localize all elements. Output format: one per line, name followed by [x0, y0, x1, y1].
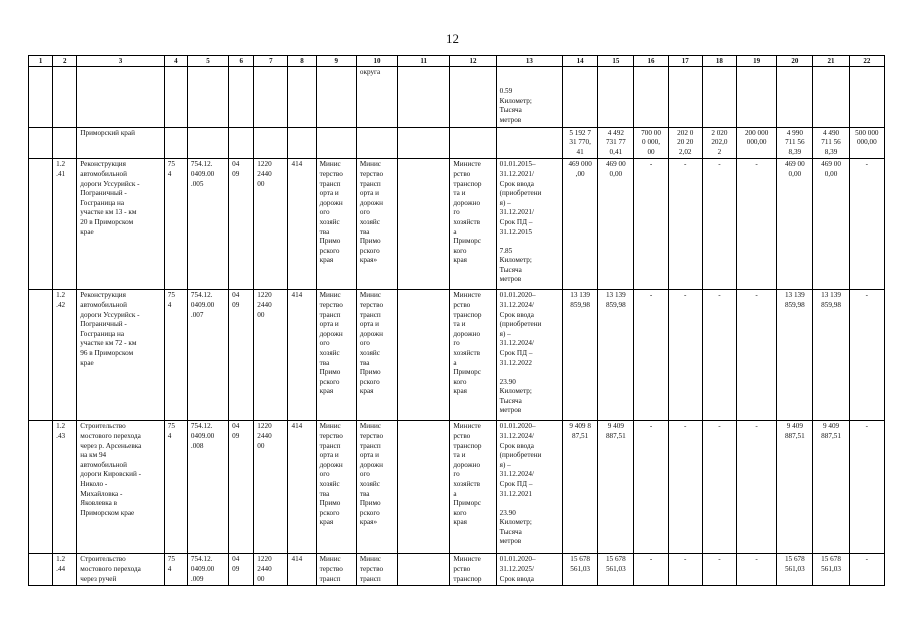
item-number: 1.2 .44	[53, 554, 77, 586]
amount-cell: 500 000 000,00	[849, 127, 884, 159]
amount-cell: 469 00 0,00	[813, 159, 849, 290]
column-number: 1	[29, 56, 53, 67]
amount-cell: 15 678 561,03	[813, 554, 849, 586]
amount-cell: 700 00 0 000, 00	[634, 127, 668, 159]
agency-cell: Министе рство транспор та и дорожно го хозяйств а Приморс кого края	[450, 421, 496, 554]
agency-cell: Минис терство трансп орта и дорожн ого хозяйс тва Примо рского края	[316, 290, 356, 421]
amount-cell: 15 678 561,03	[777, 554, 813, 586]
agency-cell: Министе рство транспор	[450, 554, 496, 586]
code-cell: 75 4	[164, 554, 187, 586]
code-cell: 04 09	[229, 554, 254, 586]
amount-cell: 15 678 561,03	[563, 554, 598, 586]
amount-cell: -	[634, 159, 668, 290]
amount-cell: -	[849, 159, 884, 290]
item-number: 1.2 .42	[53, 290, 77, 421]
amount-cell: -	[849, 290, 884, 421]
amount-cell: -	[737, 421, 777, 554]
period-capacity-text: 01.01.2020– 31.12.2024/ Срок ввода (приобретени я) – 31.12.2024/ Срок ПД – 31.12.2021 23.90 Километр; Тысяча метров	[496, 421, 562, 554]
amount-cell: -	[668, 290, 702, 421]
column-number: 9	[316, 56, 356, 67]
owner-text: округа	[356, 67, 397, 128]
column-number: 11	[398, 56, 450, 67]
code-cell: 75 4	[164, 421, 187, 554]
code-cell: 1220 2440 00	[254, 421, 288, 554]
amount-cell: 200 000 000,00	[737, 127, 777, 159]
empty-cell	[398, 421, 450, 554]
code-cell: 754.12. 0409.00 .005	[187, 159, 228, 290]
region-total-row	[29, 127, 885, 159]
agency-cell: Минис терство трансп орта и дорожн ого хозяйс тва Примо рского края»	[356, 421, 397, 554]
amount-cell: 2 020 202,0 2	[702, 127, 736, 159]
amount-cell: 9 409 887,51	[777, 421, 813, 554]
empty-cell	[398, 554, 450, 586]
amount-cell: -	[634, 421, 668, 554]
amount-cell: 9 409 887,51	[813, 421, 849, 554]
amount-cell: -	[668, 421, 702, 554]
table-row	[29, 159, 885, 290]
agency-cell: Минис терство трансп орта и дорожн ого хозяйс тва Примо рского края	[356, 290, 397, 421]
code-cell: 754.12. 0409.00 .008	[187, 421, 228, 554]
code-cell: 04 09	[229, 290, 254, 421]
amount-cell: 9 409 8 87,51	[563, 421, 598, 554]
code-cell: 414	[288, 290, 316, 421]
amount-cell: -	[849, 421, 884, 554]
column-number: 3	[77, 56, 165, 67]
table-row	[29, 421, 885, 554]
item-number: 1.2 .41	[53, 159, 77, 290]
object-name: Строительство мостового перехода через р. Арсеньевка на км 94 автомобильной дороги Кировский - Николо - Михайловка - Яковлевка в Приморском крае	[77, 421, 165, 554]
code-cell: 1220 2440 00	[254, 159, 288, 290]
amount-cell: -	[702, 554, 736, 586]
agency-cell: Минис терство трансп орта и дорожн ого хозяйс тва Примо рского края»	[356, 159, 397, 290]
period-capacity-text: 0.59 Километр; Тысяча метров	[496, 67, 562, 128]
amount-cell: -	[702, 421, 736, 554]
amount-cell: -	[737, 159, 777, 290]
column-number: 4	[164, 56, 187, 67]
agency-cell: Минис терство трансп	[316, 554, 356, 586]
code-cell: 75 4	[164, 290, 187, 421]
amount-cell: 4 492 731 77 0,41	[598, 127, 634, 159]
amount-cell: -	[634, 554, 668, 586]
column-number: 5	[187, 56, 228, 67]
code-cell: 414	[288, 159, 316, 290]
amount-cell: 4 490 711 56 8,39	[813, 127, 849, 159]
column-number: 20	[777, 56, 813, 67]
amount-cell: 469 000 ,00	[563, 159, 598, 290]
amount-cell: -	[668, 554, 702, 586]
column-number: 18	[702, 56, 736, 67]
column-number: 14	[563, 56, 598, 67]
amount-cell: 15 678 561,03	[598, 554, 634, 586]
period-capacity-text: 01.01.2020– 31.12.2024/ Срок ввода (приобретени я) – 31.12.2024/ Срок ПД – 31.12.2022 23.90 Километр; Тысяча метров	[496, 290, 562, 421]
column-number: 15	[598, 56, 634, 67]
code-cell: 754.12. 0409.00 .009	[187, 554, 228, 586]
amount-cell: 4 990 711 56 8,39	[777, 127, 813, 159]
code-cell: 1220 2440 00	[254, 290, 288, 421]
amount-cell: -	[737, 290, 777, 421]
amount-cell: 13 139 859,98	[598, 290, 634, 421]
amount-cell: 13 139 859,98	[563, 290, 598, 421]
column-number-row	[29, 56, 885, 67]
amount-cell: 5 192 7 31 770, 41	[563, 127, 598, 159]
amount-cell: -	[849, 554, 884, 586]
program-table	[28, 55, 885, 586]
amount-cell: 469 00 0,00	[777, 159, 813, 290]
period-capacity-text: 01.01.2015– 31.12.2021/ Срок ввода (приобретени я) – 31.12.2021/ Срок ПД – 31.12.2015 7.85 Километр; Тысяча метров	[496, 159, 562, 290]
agency-cell: Министе рство транспор та и дорожно го хозяйств а Приморс кого края	[450, 159, 496, 290]
object-name: Реконструкция автомобильной дороги Уссурийск - Пограничный - Госграница на участке км 72 - км 96 в Приморском крае	[77, 290, 165, 421]
column-number: 13	[496, 56, 562, 67]
continuation-row	[29, 67, 885, 128]
column-number: 7	[254, 56, 288, 67]
column-number: 6	[229, 56, 254, 67]
column-number: 19	[737, 56, 777, 67]
code-cell: 04 09	[229, 421, 254, 554]
agency-cell: Минис терство трансп орта и дорожн ого хозяйс тва Примо рского края	[316, 421, 356, 554]
page-number: 12	[446, 31, 459, 46]
agency-cell: Минис терство трансп	[356, 554, 397, 586]
empty-cell	[398, 159, 450, 290]
object-name: Реконструкция автомобильной дороги Уссурийск - Пограничный - Госграница на участке км 13 - км 20 в Приморском крае	[77, 159, 165, 290]
column-number: 12	[450, 56, 496, 67]
amount-cell: 9 409 887,51	[598, 421, 634, 554]
amount-cell: -	[737, 554, 777, 586]
column-number: 17	[668, 56, 702, 67]
region-name: Приморский край	[77, 127, 165, 159]
code-cell: 414	[288, 421, 316, 554]
code-cell: 754.12. 0409.00 .007	[187, 290, 228, 421]
amount-cell: -	[634, 290, 668, 421]
empty-cell	[398, 290, 450, 421]
agency-cell: Министе рство транспор та и дорожно го хозяйств а Приморс кого края	[450, 290, 496, 421]
amount-cell: -	[702, 290, 736, 421]
amount-cell: 13 139 859,98	[813, 290, 849, 421]
table-row	[29, 554, 885, 586]
column-number: 8	[288, 56, 316, 67]
code-cell: 04 09	[229, 159, 254, 290]
column-number: 10	[356, 56, 397, 67]
column-number: 21	[813, 56, 849, 67]
item-number: 1.2 .43	[53, 421, 77, 554]
amount-cell: 202 0 20 20 2,02	[668, 127, 702, 159]
amount-cell: -	[668, 159, 702, 290]
code-cell: 75 4	[164, 159, 187, 290]
code-cell: 414	[288, 554, 316, 586]
amount-cell: 469 00 0,00	[598, 159, 634, 290]
column-number: 2	[53, 56, 77, 67]
object-name: Строительство мостового перехода через ручей	[77, 554, 165, 586]
agency-cell: Минис терство трансп орта и дорожн ого хозяйс тва Примо рского края	[316, 159, 356, 290]
code-cell: 1220 2440 00	[254, 554, 288, 586]
column-number: 22	[849, 56, 884, 67]
amount-cell: -	[702, 159, 736, 290]
period-capacity-text: 01.01.2020– 31.12.2025/ Срок ввода	[496, 554, 562, 586]
table-row	[29, 290, 885, 421]
amount-cell: 13 139 859,98	[777, 290, 813, 421]
column-number: 16	[634, 56, 668, 67]
